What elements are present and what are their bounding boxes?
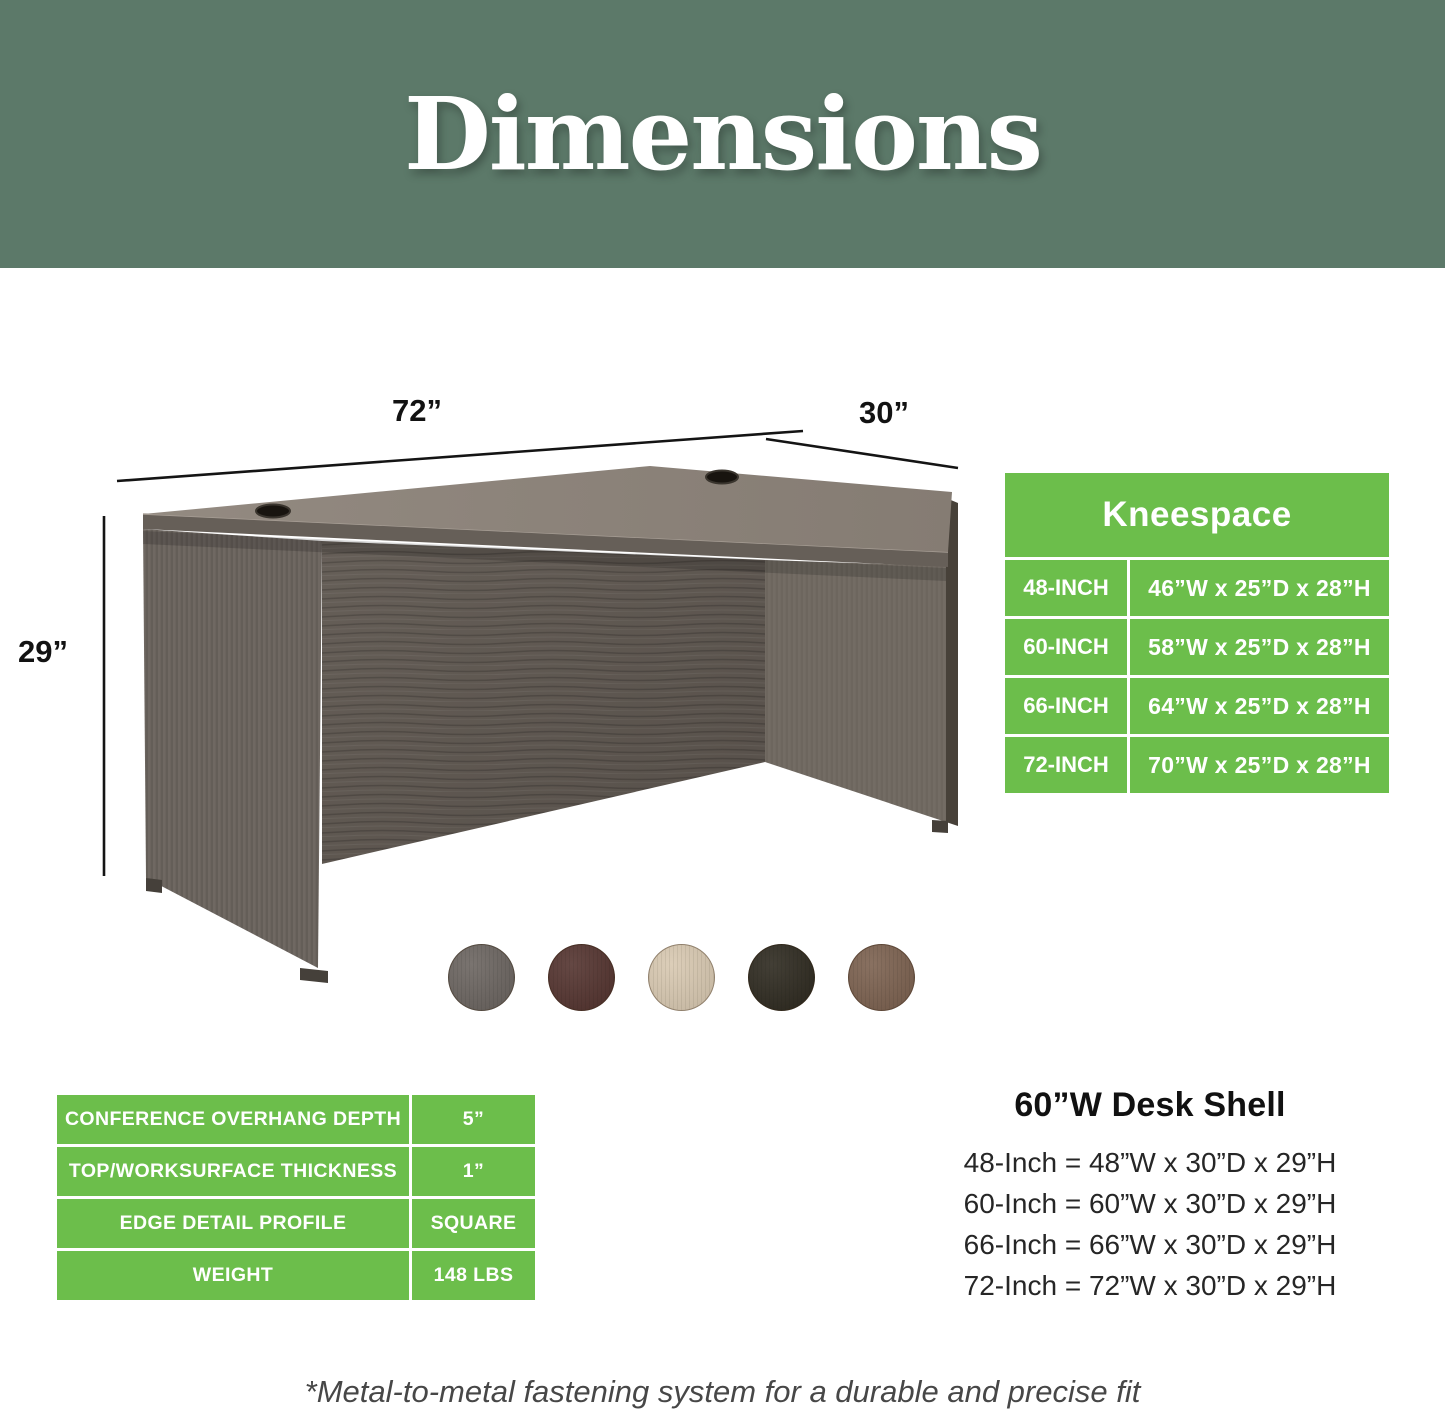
table-row (1005, 737, 1389, 793)
desk-shell-title: 60”W Desk Shell (1014, 1086, 1286, 1124)
desk-illustration (143, 466, 958, 983)
table-row (57, 1095, 535, 1144)
kneespace-dims-cell: 64”W x 25”D x 28”H (1130, 678, 1389, 734)
page-title: Dimensions (404, 75, 1041, 193)
width-dimension-label: 72” (392, 393, 442, 428)
spec-value-cell: SQUARE (412, 1199, 535, 1248)
kneespace-table-title: Kneespace (1005, 473, 1389, 557)
kneespace-size-cell: 60-INCH (1005, 619, 1127, 675)
desk-diagram (0, 380, 1000, 1000)
header-banner (0, 0, 1445, 268)
finish-swatch-row (448, 944, 915, 1011)
spec-label-cell: TOP/WORKSURFACE THICKNESS (57, 1147, 409, 1196)
spec-value-cell: 5” (412, 1095, 535, 1144)
spec-value-cell: 1” (412, 1147, 535, 1196)
spec-value-cell: 148 LBS (412, 1251, 535, 1300)
table-row (1005, 678, 1389, 734)
grommet-hole-left (256, 505, 290, 518)
desk-shell-size-line: 60-Inch = 60”W x 30”D x 29”H (963, 1188, 1337, 1219)
table-row (1005, 619, 1389, 675)
depth-dimension-label: 30” (859, 395, 909, 430)
kneespace-table (1005, 473, 1389, 793)
table-row (57, 1199, 535, 1248)
finish-swatch-slate-gray (448, 944, 515, 1011)
spec-label-cell: WEIGHT (57, 1251, 409, 1300)
table-row (1005, 560, 1389, 616)
grommet-hole-right (706, 471, 738, 484)
kneespace-size-cell: 66-INCH (1005, 678, 1127, 734)
desk-foot (932, 820, 948, 833)
kneespace-size-cell: 72-INCH (1005, 737, 1127, 793)
finish-swatch-light-maple (648, 944, 715, 1011)
depth-dimension-line (766, 439, 958, 468)
spec-label-cell: EDGE DETAIL PROFILE (57, 1199, 409, 1248)
kneespace-dims-cell: 70”W x 25”D x 28”H (1130, 737, 1389, 793)
finish-swatch-walnut (848, 944, 915, 1011)
spec-label-cell: CONFERENCE OVERHANG DEPTH (57, 1095, 409, 1144)
desk-shell-size-line: 66-Inch = 66”W x 30”D x 29”H (963, 1229, 1337, 1260)
table-row (57, 1147, 535, 1196)
spec-table (57, 1095, 535, 1300)
desk-shell-info (885, 1086, 1415, 1306)
finish-swatch-espresso (748, 944, 815, 1011)
table-row (57, 1251, 535, 1300)
desk-shell-size-line: 72-Inch = 72”W x 30”D x 29”H (963, 1270, 1337, 1301)
finish-swatch-mahogany (548, 944, 615, 1011)
desk-foot (300, 968, 328, 983)
desk-foot (146, 878, 162, 893)
kneespace-dims-cell: 46”W x 25”D x 28”H (1130, 560, 1389, 616)
desk-shell-size-line: 48-Inch = 48”W x 30”D x 29”H (963, 1147, 1337, 1178)
height-dimension-label: 29” (18, 634, 68, 669)
footnote: *Metal-to-metal fastening system for a durable and precise fit (304, 1374, 1141, 1409)
kneespace-size-cell: 48-INCH (1005, 560, 1127, 616)
kneespace-dims-cell: 58”W x 25”D x 28”H (1130, 619, 1389, 675)
